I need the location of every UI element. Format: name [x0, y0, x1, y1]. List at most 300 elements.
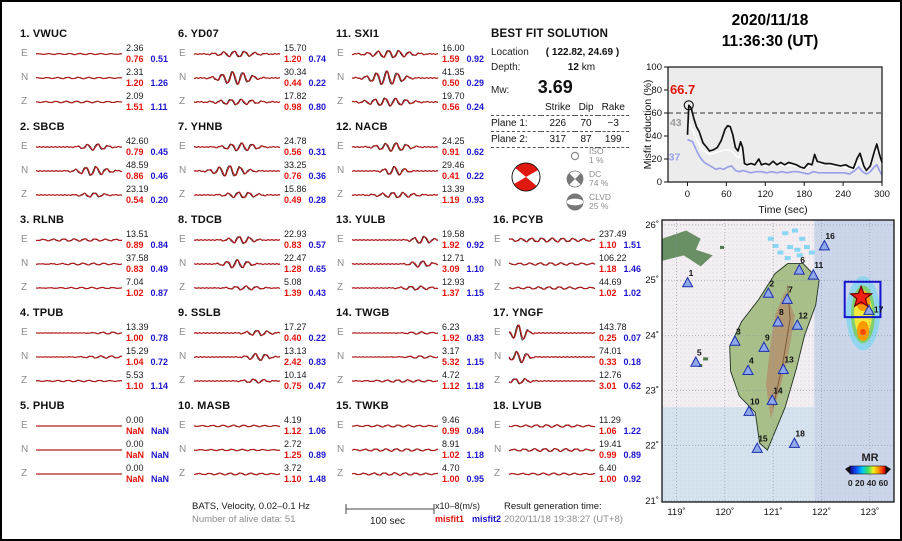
amplitude-value: 237.49 [599, 229, 627, 239]
station-block-sxi1 [334, 28, 494, 121]
misfit1-value: 1.02 [442, 450, 460, 460]
amplitude-value: 6.40 [599, 463, 617, 473]
amplitude-value: 2.36 [126, 43, 144, 53]
y-axis-label: Misfit reduction (%) [642, 79, 654, 170]
channel-label: Z [179, 375, 186, 386]
amplitude-value: 17.82 [284, 91, 307, 101]
waveform-row-z [334, 369, 484, 392]
misfit2-value: NaN [151, 474, 170, 484]
waveform-row-e [176, 135, 326, 158]
event-time: 11:36:30 (UT) [721, 33, 819, 50]
svg-text:119˚: 119˚ [667, 507, 686, 518]
plane1-label: Plane 1: [491, 116, 541, 132]
svg-text:18: 18 [795, 428, 805, 439]
station-name: 5. PHUB [20, 400, 65, 412]
amplitude-value: 6.23 [442, 322, 460, 332]
misfit1-value: 0.83 [284, 240, 302, 250]
station-block-sslb [176, 307, 336, 400]
focal-mechanism-beachball-icon [505, 156, 547, 198]
waveform-row-n [334, 159, 484, 182]
misfit1-value: 1.10 [126, 381, 144, 391]
amplitude-value: 15.29 [126, 346, 149, 356]
waveform-trace [193, 277, 281, 299]
svg-text:13: 13 [784, 354, 794, 365]
svg-text:60: 60 [721, 189, 732, 200]
waveform-row-n [334, 345, 484, 368]
misfit2-value: 0.24 [466, 102, 485, 112]
amplitude-value: 30.34 [284, 67, 307, 77]
waveform-row-n [176, 159, 326, 182]
amplitude-value: 44.69 [599, 277, 622, 287]
svg-text:21˚: 21˚ [645, 495, 659, 507]
col-rake: Rake [598, 100, 629, 116]
depth-value: 12 [567, 62, 579, 73]
waveform-row-z [491, 462, 641, 485]
channel-label: N [21, 258, 29, 269]
misfit2-value: 0.51 [150, 54, 169, 64]
svg-text:2: 2 [769, 278, 775, 289]
station-name: 15. TWKB [336, 400, 389, 412]
amplitude-value: 22.47 [284, 253, 307, 263]
misfit2-value: 0.95 [466, 474, 485, 484]
misfit1-value: 1.59 [442, 54, 460, 64]
channel-label: Z [337, 96, 344, 107]
misfit2-value: 0.45 [150, 147, 169, 157]
svg-text:240: 240 [835, 189, 852, 200]
plane2-label: Plane 2: [491, 132, 541, 148]
waveform-row-e [334, 42, 484, 65]
channel-label: N [21, 72, 29, 83]
misfit1-legend: misfit1 [435, 514, 465, 524]
footer-captions [2, 497, 902, 537]
waveform-trace [351, 322, 439, 344]
misfit1-value: 1.51 [126, 102, 144, 112]
misfit1-value: 5.32 [442, 357, 460, 367]
misfit2-value: 1.51 [623, 240, 642, 250]
station-name: 13. YULB [336, 214, 386, 226]
amplitude-value: 13.51 [126, 229, 149, 239]
station-name: 1. VWUC [20, 28, 68, 40]
amplitude-value: 3.17 [442, 346, 460, 356]
amplitude-value: 19.41 [599, 439, 622, 449]
waveform-row-z [491, 369, 641, 392]
misfit1-value: 0.99 [599, 450, 617, 460]
svg-text:80: 80 [651, 85, 662, 96]
waveform-trace [193, 91, 281, 113]
misfit1-value: 1.12 [284, 426, 302, 436]
channel-label: E [337, 420, 344, 431]
waveform-trace [35, 136, 123, 158]
waveform-row-e [18, 321, 168, 344]
misfit2-value: 0.78 [150, 333, 169, 343]
misfit2-value: 0.84 [150, 240, 169, 250]
waveform-trace [193, 346, 281, 368]
annotation-66.7: 66.7 [669, 82, 696, 97]
misfit-reduction-chart [642, 58, 900, 220]
amplitude-value: 42.60 [126, 136, 149, 146]
amplitude-value: 24.25 [442, 136, 465, 146]
channel-label: Z [179, 96, 186, 107]
amplitude-value: 33.25 [284, 160, 307, 170]
amplitude-value: 7.04 [126, 277, 144, 287]
svg-text:10: 10 [750, 396, 760, 407]
mw-label: Mw: [491, 85, 510, 96]
station-name: 7. YHNB [178, 121, 223, 133]
waveform-trace [508, 415, 596, 437]
colorbar [850, 466, 886, 474]
channel-label: Z [337, 189, 344, 200]
waveform-trace [351, 370, 439, 392]
depth-unit: km [581, 62, 596, 73]
channel-label: Z [337, 282, 344, 293]
waveform-trace [35, 463, 123, 485]
svg-text:7: 7 [788, 284, 793, 295]
misfit2-value: 0.46 [150, 171, 169, 181]
waveform-trace [35, 322, 123, 344]
channel-label: E [494, 420, 501, 431]
nodal-plane-table [491, 100, 629, 148]
svg-text:16: 16 [825, 230, 835, 241]
svg-text:8: 8 [779, 307, 784, 318]
station-block-masb [176, 400, 336, 493]
waveform-trace [193, 439, 281, 461]
waveform-trace [193, 184, 281, 206]
amplitude-value: 0.00 [126, 415, 144, 425]
svg-text:120˚: 120˚ [715, 507, 735, 518]
waveform-row-z [18, 183, 168, 206]
channel-label: Z [494, 468, 501, 479]
svg-text:20: 20 [651, 154, 662, 165]
waveform-trace [351, 253, 439, 275]
misfit2-value: 0.93 [466, 195, 485, 205]
waveform-row-e [176, 228, 326, 251]
station-block-yhnb [176, 121, 336, 214]
amplitude-value: 3.72 [284, 463, 302, 473]
waveform-trace [351, 184, 439, 206]
waveform-row-e [176, 321, 326, 344]
misfit1-value: 0.41 [442, 171, 460, 181]
waveform-row-z [176, 276, 326, 299]
channel-label: Z [179, 468, 186, 479]
waveform-trace [35, 346, 123, 368]
waveform-trace [35, 415, 123, 437]
misfit1-value: 1.37 [442, 288, 460, 298]
waveform-trace [508, 439, 596, 461]
misfit1-value: 0.75 [284, 381, 302, 391]
svg-text:123˚: 123˚ [860, 507, 880, 518]
waveform-trace [35, 184, 123, 206]
plane2-dip: 87 [575, 132, 598, 148]
misfit1-value: 1.00 [126, 333, 144, 343]
misfit1-value: 1.10 [284, 474, 302, 484]
misfit2-value: 1.22 [623, 426, 642, 436]
misfit2-value: 1.18 [466, 381, 485, 391]
waveform-row-n [18, 159, 168, 182]
station-block-tdcb [176, 214, 336, 307]
channel-label: N [21, 351, 29, 362]
svg-text:14: 14 [773, 385, 783, 396]
waveform-row-e [491, 414, 641, 437]
misfit2-value: 1.18 [466, 450, 485, 460]
misfit2-value: 1.26 [150, 78, 169, 88]
waveform-trace [193, 160, 281, 182]
waveform-trace [351, 67, 439, 89]
channel-label: E [179, 327, 186, 338]
iso-icon [565, 146, 585, 166]
amplitude-value: 29.46 [442, 160, 465, 170]
channel-label: Z [179, 282, 186, 293]
waveform-trace [508, 370, 596, 392]
channel-label: E [179, 141, 186, 152]
colorbar-labels: 0 20 40 60 [847, 478, 889, 488]
amplitude-value: 143.78 [599, 322, 627, 332]
misfit2-value: 0.43 [308, 288, 327, 298]
misfit1-value: 0.86 [126, 171, 144, 181]
misfit1-value: 1.39 [284, 288, 302, 298]
channel-label: E [21, 420, 28, 431]
amplitude-value: 12.76 [599, 370, 622, 380]
scalebar-label: 100 sec [370, 516, 406, 527]
waveform-trace [351, 277, 439, 299]
channel-label: N [179, 258, 187, 269]
waveform-row-z [176, 369, 326, 392]
misfit1-value: 0.99 [442, 426, 460, 436]
misfit2-value: 0.80 [308, 102, 327, 112]
plane2-rake: 199 [598, 132, 629, 148]
waveform-row-z [18, 462, 169, 485]
location-value: ( 122.82, 24.69 ) [545, 47, 620, 58]
amplitude-value: 19.58 [442, 229, 465, 239]
misfit1-value: 0.33 [599, 357, 617, 367]
svg-text:22˚: 22˚ [645, 440, 659, 452]
misfit2-value: 0.84 [466, 426, 485, 436]
amplitude-value: 5.08 [284, 277, 302, 287]
misfit2-value: 1.15 [466, 288, 485, 298]
amplitude-value: 2.72 [284, 439, 302, 449]
misfit1-value: NaN [126, 426, 145, 436]
channel-label: E [337, 327, 344, 338]
waveform-row-z [18, 90, 168, 113]
misfit2-value: 1.10 [466, 264, 485, 274]
amplitude-value: 4.19 [284, 415, 302, 425]
misfit1-value: 1.20 [284, 54, 302, 64]
plane2-strike: 317 [541, 132, 575, 148]
misfit1-value: 1.06 [599, 426, 617, 436]
waveform-row-n [18, 438, 169, 461]
station-name: 3. RLNB [20, 214, 65, 226]
waveform-row-n [491, 252, 641, 275]
svg-text:300: 300 [874, 189, 890, 200]
station-name: 10. MASB [178, 400, 231, 412]
waveform-trace [35, 91, 123, 113]
misfit1-value: 3.09 [442, 264, 460, 274]
waveform-row-e [334, 228, 484, 251]
waveform-row-e [18, 414, 169, 437]
channel-label: E [179, 48, 186, 59]
svg-text:0: 0 [656, 177, 662, 188]
misfit2-value: 0.83 [466, 333, 485, 343]
station-name: 9. SSLB [178, 307, 221, 319]
misfit1-value: 0.91 [442, 147, 460, 157]
mw-value: 3.69 [537, 77, 573, 97]
amplitude-value: 4.72 [442, 370, 460, 380]
waveform-row-e [176, 414, 326, 437]
waveform-trace [35, 370, 123, 392]
waveform-row-n [334, 252, 484, 275]
amplitude-value: 22.93 [284, 229, 307, 239]
event-datetime [650, 10, 890, 52]
waveform-row-n [334, 66, 484, 89]
channel-label: E [337, 141, 344, 152]
channel-label: Z [337, 375, 344, 386]
misfit2-value: 1.11 [150, 102, 168, 112]
amplitude-value: 10.14 [284, 370, 307, 380]
misfit2-value: 0.92 [466, 240, 485, 250]
generation-time-value: 2020/11/18 19:38:27 (UT+8) [504, 514, 623, 525]
amplitude-value: 11.29 [599, 415, 621, 425]
waveform-trace [351, 43, 439, 65]
mech-component-iso: ISO 1 % [565, 144, 611, 167]
channel-label: E [21, 141, 28, 152]
clvd-icon [565, 192, 585, 212]
misfit2-value: 0.57 [308, 240, 327, 250]
station-name: 11. SXI1 [336, 28, 380, 40]
misfit1-value: 0.83 [126, 264, 144, 274]
channel-label: E [337, 234, 344, 245]
dc-icon [565, 169, 585, 189]
waveform-trace [35, 229, 123, 251]
amplitude-value: 9.46 [442, 415, 460, 425]
misfit2-value: 0.36 [308, 171, 327, 181]
waveform-trace [193, 229, 281, 251]
waveform-row-z [176, 183, 326, 206]
waveform-trace [193, 67, 281, 89]
waveform-row-e [334, 414, 484, 437]
waveform-row-z [334, 90, 484, 113]
channel-label: N [494, 351, 502, 362]
misfit1-value: 1.12 [442, 381, 460, 391]
waveform-trace [35, 43, 123, 65]
svg-text:11: 11 [814, 260, 824, 271]
misfit1-value: 1.19 [442, 195, 460, 205]
amplitude-value: 24.78 [284, 136, 307, 146]
misfit1-value: 1.18 [599, 264, 617, 274]
station-name: 8. TDCB [178, 214, 223, 226]
waveform-trace [351, 439, 439, 461]
waveform-row-n [334, 438, 484, 461]
svg-text:180: 180 [796, 189, 813, 200]
misfit2-value: 1.48 [308, 474, 327, 484]
station-block-tpub [18, 307, 178, 400]
misfit2-value: 0.22 [466, 171, 485, 181]
waveform-row-z [176, 90, 326, 113]
misfit1-value: 0.79 [126, 147, 144, 157]
waveform-trace [351, 91, 439, 113]
misfit1-value: 1.02 [599, 288, 617, 298]
waveform-row-n [491, 438, 641, 461]
misfit2-value: 0.07 [623, 333, 642, 343]
taiwan-station-map [640, 216, 902, 518]
misfit1-value: 0.76 [284, 171, 302, 181]
waveform-row-e [491, 321, 641, 344]
alive-data-count: Number of alive data: 51 [192, 514, 296, 525]
svg-text:3: 3 [735, 326, 741, 337]
misfit2-value: 1.15 [466, 357, 485, 367]
waveform-trace [508, 463, 596, 485]
svg-text:6: 6 [800, 255, 806, 266]
waveform-trace [351, 160, 439, 182]
misfit2-value: 1.06 [308, 426, 327, 436]
waveform-row-n [18, 345, 168, 368]
x-axis-label: Time (sec) [758, 204, 808, 216]
depth-label: Depth: [491, 62, 521, 73]
misfit2-value: 0.62 [466, 147, 485, 157]
waveform-row-z [18, 369, 168, 392]
channel-label: N [21, 444, 29, 455]
waveform-trace [351, 346, 439, 368]
misfit2-value: 0.31 [308, 147, 327, 157]
waveform-row-e [18, 228, 168, 251]
waveform-trace [35, 253, 123, 275]
amplitude-value: 0.00 [126, 463, 144, 473]
misfit2-value: 1.46 [623, 264, 642, 274]
channel-label: N [337, 258, 345, 269]
misfit1-value: 0.49 [284, 195, 302, 205]
waveform-trace [35, 160, 123, 182]
channel-label: E [21, 48, 28, 59]
misfit1-value: 1.92 [442, 333, 460, 343]
station-name: 17. YNGF [493, 307, 544, 319]
misfit1-value: 0.76 [126, 54, 144, 64]
svg-text:15: 15 [758, 433, 768, 444]
misfit2-value: 0.92 [623, 474, 642, 484]
misfit2-value: 0.92 [466, 54, 485, 64]
station-block-nacb [334, 121, 494, 214]
misfit2-value: NaN [151, 426, 170, 436]
channel-label: N [337, 351, 345, 362]
svg-text:60: 60 [651, 108, 662, 119]
channel-label: N [179, 444, 187, 455]
amplitude-value: 12.71 [442, 253, 465, 263]
misfit1-value: 0.50 [442, 78, 460, 88]
mech-component-dc: DC 74 % [565, 167, 611, 190]
channel-label: Z [21, 282, 28, 293]
waveform-trace [35, 277, 123, 299]
misfit2-value: 0.74 [308, 54, 327, 64]
waveform-trace [508, 277, 596, 299]
amplitude-value: 106.22 [599, 253, 627, 263]
misfit2-value: 0.29 [466, 78, 485, 88]
amplitude-value: 13.13 [284, 346, 307, 356]
misfit2-value: 0.89 [623, 450, 642, 460]
misfit1-value: NaN [126, 474, 145, 484]
channel-label: Z [494, 375, 501, 386]
amplitude-value: 15.86 [284, 184, 307, 194]
misfit1-value: 1.20 [126, 78, 144, 88]
svg-text:0: 0 [684, 189, 691, 200]
station-name: 18. LYUB [493, 400, 542, 412]
annotation-37: 37 [668, 151, 681, 164]
amplitude-value: 8.91 [442, 439, 460, 449]
channel-label: E [494, 327, 501, 338]
svg-text:23˚: 23˚ [645, 385, 659, 397]
waveform-row-e [334, 321, 484, 344]
misfit2-value: 1.02 [623, 288, 642, 298]
station-block-phub [18, 400, 178, 493]
misfit2-value: 0.65 [308, 264, 327, 274]
misfit1-value: 0.40 [284, 333, 302, 343]
channel-label: N [179, 72, 187, 83]
